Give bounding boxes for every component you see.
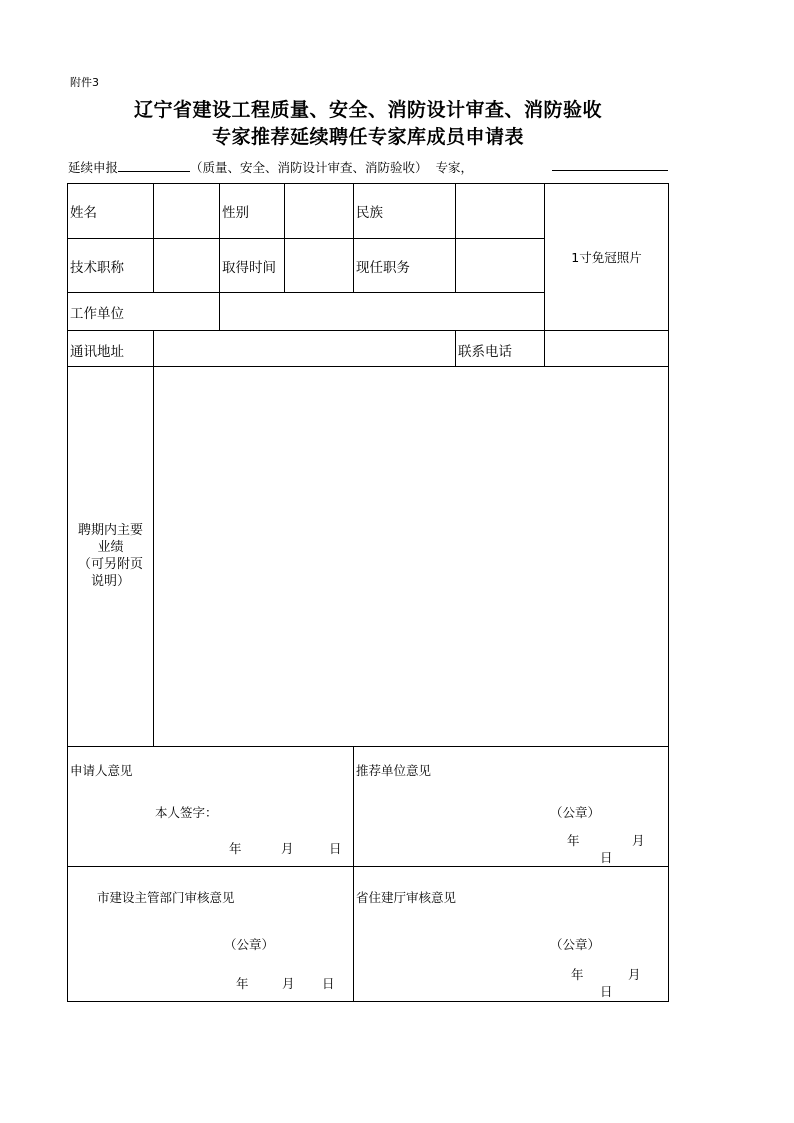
applicant-opinion-label: 申请人意见 (70, 763, 133, 778)
name-label: 姓名 (70, 205, 97, 221)
phone-field[interactable] (545, 331, 668, 365)
province-month: 月 (628, 967, 641, 982)
recommender-day: 日 (600, 850, 613, 865)
applicant-month: 月 (281, 841, 294, 856)
current-position-label: 现任职务 (356, 260, 410, 276)
name-field[interactable] (154, 184, 218, 237)
province-year: 年 (571, 967, 584, 982)
phone-label: 联系电话 (458, 344, 512, 360)
applicant-day: 日 (329, 841, 342, 856)
city-day: 日 (322, 976, 335, 991)
province-seal: （公章） (550, 937, 601, 952)
achievements-field[interactable] (154, 367, 668, 745)
renew-extra-blank[interactable] (552, 170, 668, 171)
obtain-time-field[interactable] (285, 239, 352, 291)
achievements-label-line1: 聘期内主要 (77, 523, 143, 538)
city-year: 年 (236, 976, 249, 991)
form-title-line2: 专家推荐延续聘任专家库成员申请表 (211, 126, 524, 148)
work-unit-label: 工作单位 (70, 306, 124, 322)
gender-field[interactable] (285, 184, 352, 237)
renew-suffix: 专家， (435, 160, 473, 175)
recommender-year: 年 (567, 833, 580, 848)
achievements-label-line4: 说明） (90, 574, 130, 589)
recommender-seal: （公章） (550, 805, 601, 820)
work-unit-field[interactable] (220, 293, 543, 329)
applicant-signature-label: 本人签字： (155, 805, 218, 820)
renew-declaration-line (68, 158, 473, 176)
address-field[interactable] (154, 331, 454, 365)
form-title-line1: 辽宁省建设工程质量、安全、消防设计审查、消防验收 (133, 99, 602, 121)
photo-placeholder[interactable]: 1寸免冠照片 (571, 250, 642, 265)
applicant-year: 年 (229, 841, 242, 856)
address-label: 通讯地址 (70, 344, 124, 360)
province-day: 日 (600, 984, 613, 999)
tech-title-field[interactable] (154, 239, 218, 291)
recommender-opinion-label: 推荐单位意见 (356, 763, 432, 778)
attachment-label: 附件3 (70, 76, 99, 89)
city-opinion-label: 市建设主管部门审核意见 (97, 890, 235, 905)
renew-middle: （质量、安全、消防设计审查、消防验收） (190, 160, 428, 175)
renew-prefix: 延续申报 (68, 160, 119, 175)
renew-category-blank[interactable] (118, 159, 190, 172)
recommender-month: 月 (632, 833, 645, 848)
achievements-label-line2: 业绩 (97, 540, 124, 555)
province-opinion-label: 省住建厅审核意见 (356, 890, 457, 905)
tech-title-label: 技术职称 (70, 260, 124, 276)
achievements-label-line3: （可另附页 (77, 557, 143, 572)
current-position-field[interactable] (456, 239, 543, 291)
obtain-time-label: 取得时间 (222, 260, 276, 276)
city-month: 月 (282, 976, 295, 991)
ethnicity-field[interactable] (456, 184, 543, 237)
gender-label: 性别 (222, 205, 249, 221)
achievements-label (68, 522, 153, 590)
city-seal: （公章） (224, 937, 275, 952)
ethnicity-label: 民族 (356, 205, 383, 221)
